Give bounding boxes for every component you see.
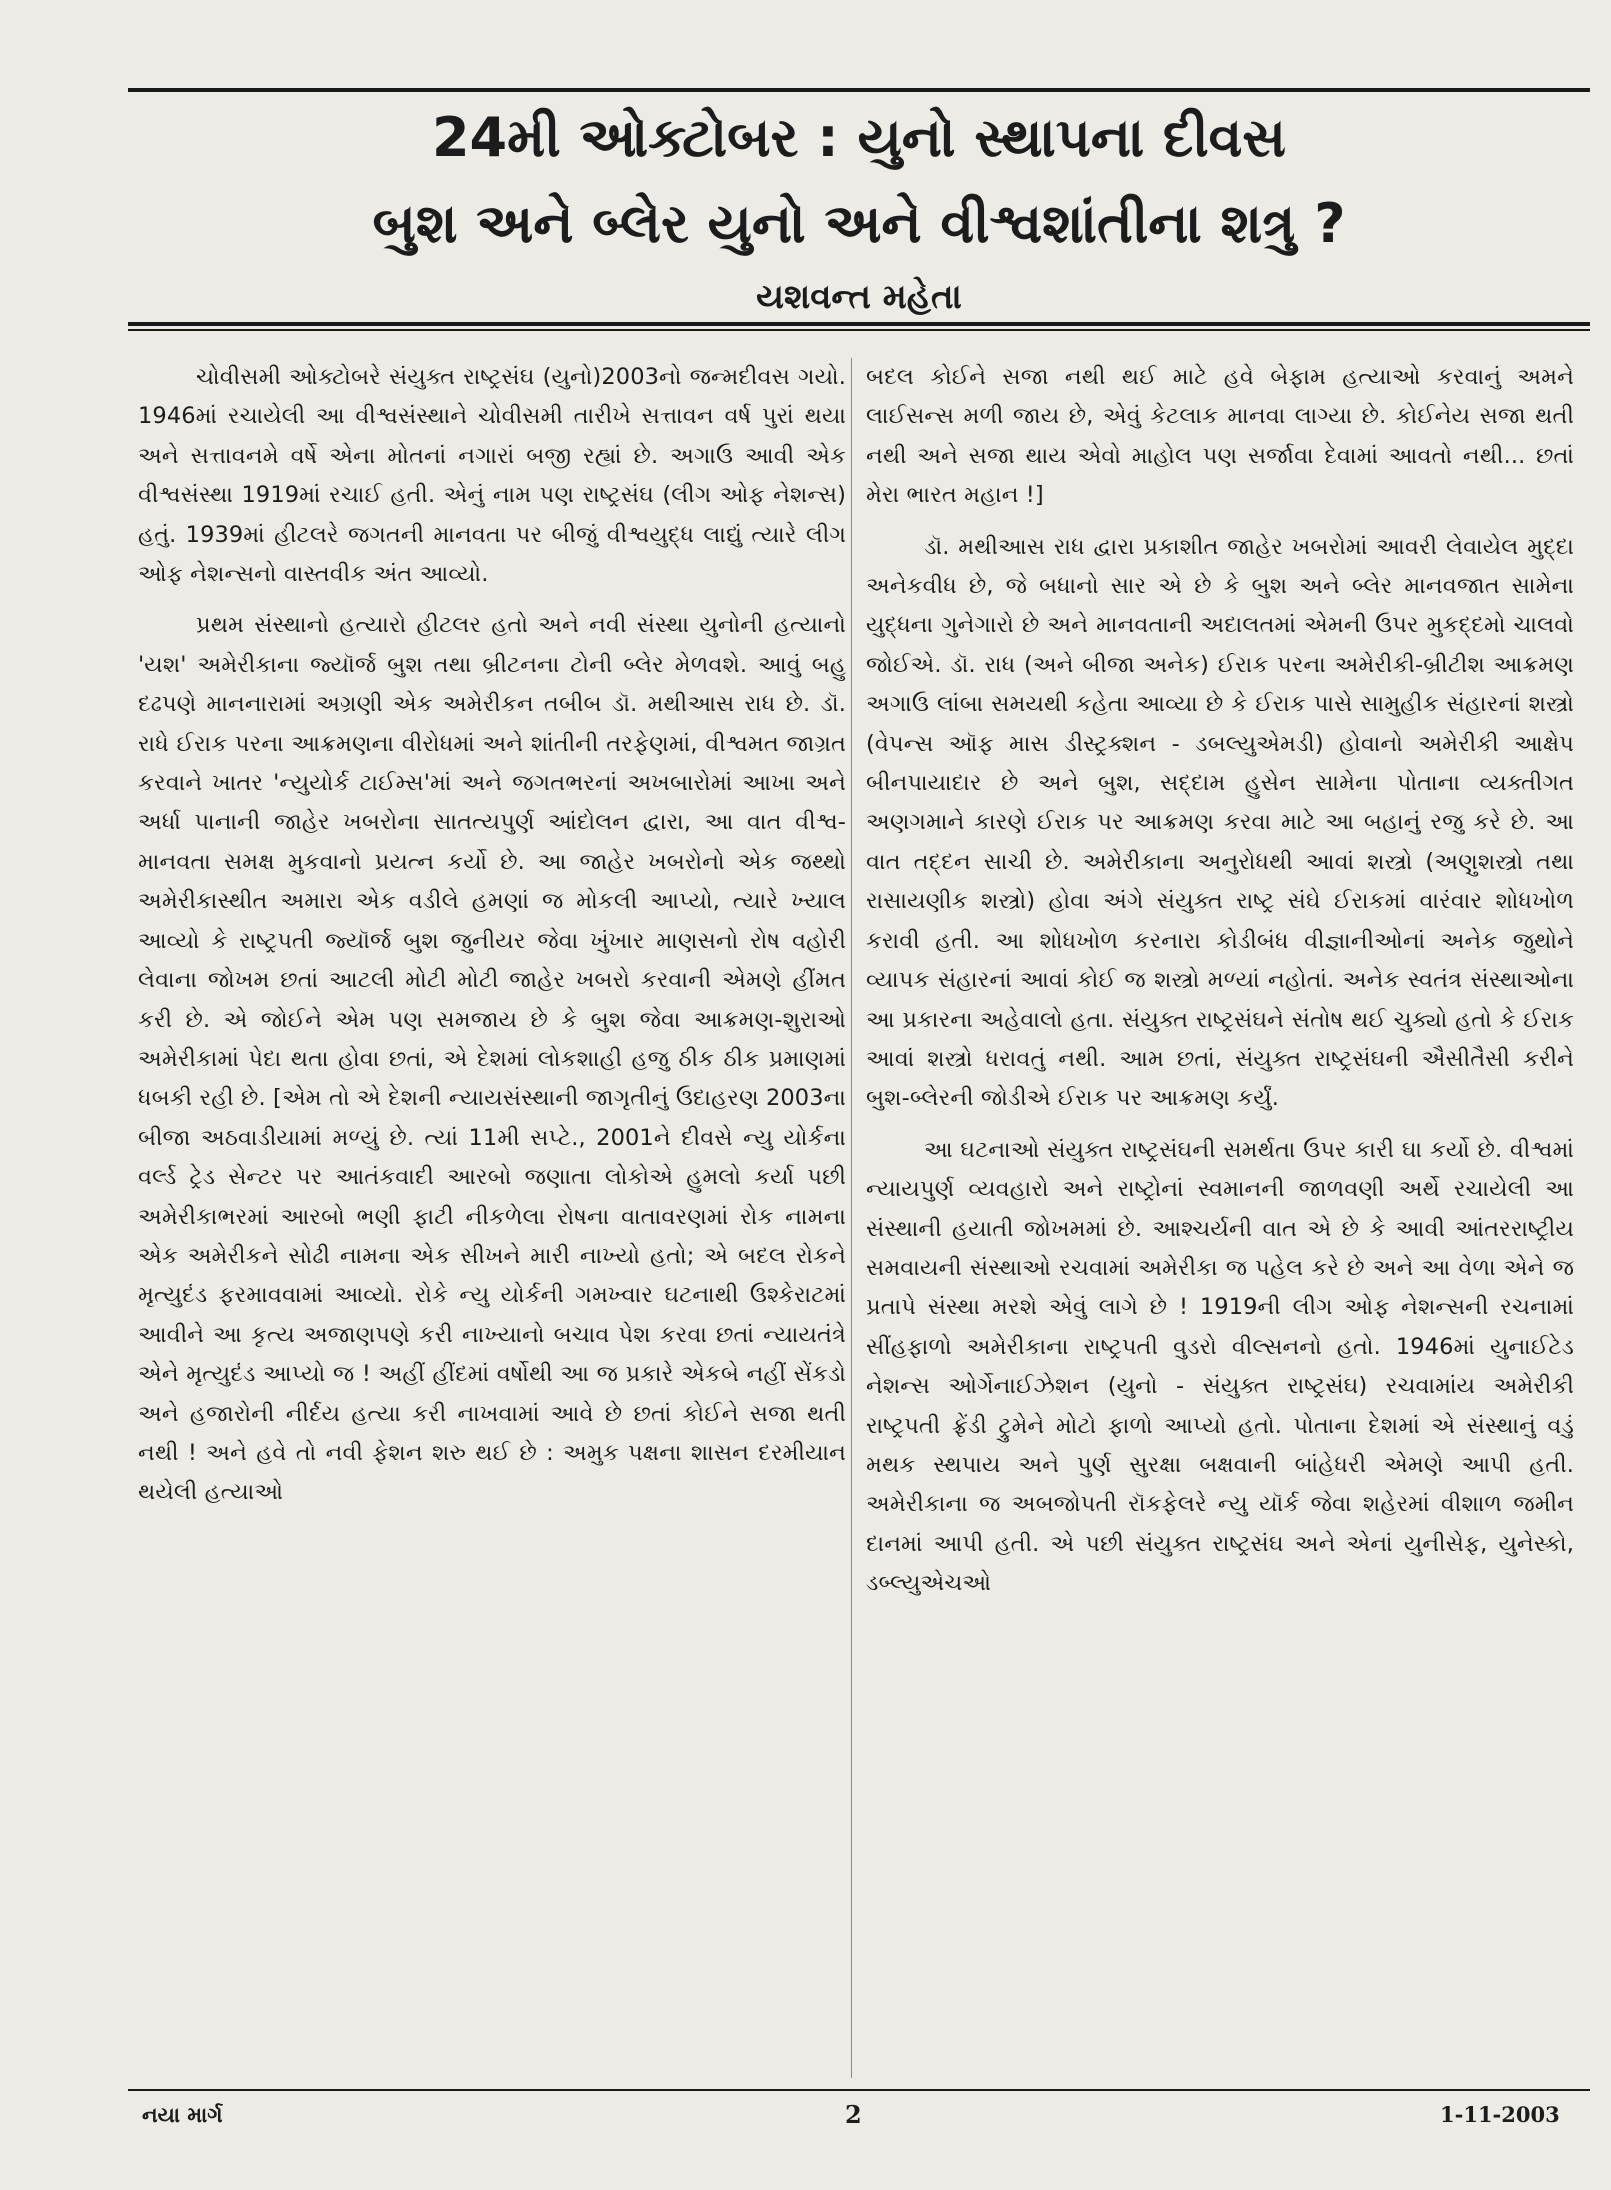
- article-title-line-1: 24મી ઓક્ટોબર : યુનો સ્થાપના દીવસ: [431, 106, 1287, 169]
- footer-date: 1-11-2003: [1440, 2102, 1560, 2127]
- footer-page-number: 2: [845, 2100, 862, 2129]
- article-title-line-2: બુશ અને બ્લેર યુનો અને વીશ્વશાંતીના શત્રુ ?: [372, 192, 1346, 255]
- article-author: યશવન્ત મહેતા: [756, 277, 962, 317]
- footer-rule: [128, 2089, 1590, 2091]
- paragraph: પ્રથમ સંસ્થાનો હત્યારો હીટલર હતો અને નવી સંસ્થા યુનોની હત્યાનો 'યશ' અમેરીકાના જ્યૉર્જ બુશ તથા બ્રીટનના ટોની બ્લેર મેળવશે. આવું બહુ દઢપણે માનનારામાં અગ્રણી એક અમેરીકન તબીબ ડૉ. મથીઆસ રાધ છે. ડૉ. રાધે ઈરાક પરના આક્રમણના વીરોધમાં અને શાંતીની તરફેણમાં, વીશ્વમત જાગ્રત કરવાને ખાતર 'ન્યુયોર્ક ટાઈમ્સ'માં અને જગતભરનાં અખબારોમાં આખા અને અર્ધા પાનાની જાહેર ખબરોના સાતત્યપુર્ણ આંદોલન દ્વારા, આ વાત વીશ્વ-માનવતા સમક્ષ મુકવાનો પ્રયત્ન કર્યો છે. આ જાહેર ખબરોનો એક જથ્થો અમેરીકાસ્થીત અમારા એક વડીલે હમણાં જ મોકલી આપ્યો, ત્યારે ખ્યાલ આવ્યો કે રાષ્ટ્રપતી જ્યૉર્જ બુશ જુનીયર જેવા ખુંખાર માણસનો રોષ વહોરી લેવાના જોખમ છતાં આટલી મોટી મોટી જાહેર ખબરો કરવાની એમણે હીંમત કરી છે. એ જોઈને એમ પણ સમજાય છે કે બુશ જેવા આક્રમણ-શુરાઓ અમેરીકામાં પેદા થતા હોવા છતાં, એ દેશમાં લોકશાહી હજુ ઠીક ઠીક પ્રમાણમાં ધબકી રહી છે. [એમ તો એ દેશની ન્યાયસંસ્થાની જાગૃતીનું ઉદાહરણ 2003ના બીજા અઠવાડીયામાં મળ્યું છે. ત્યાં 11મી સપ્ટે., 2001ને દીવસે ન્યુ યોર્કના વર્લ્ડ ટ્રેડ સેન્ટર પર આતંકવાદી આરબો જણાતા લોકોએ હુમલો કર્યા પછી અમેરીકાભરમાં આરબો ભણી ફાટી નીકળેલા રોષના વાતાવરણમાં રોક નામના એક અમેરીકને સોઢી નામના એક સીખને મારી નાખ્યો હતો; એ બદલ રોકને મૃત્યુદંડ ફરમાવવામાં આવ્યો. રોકે ન્યુ યોર્કની ગમખ્વાર ઘટનાથી ઉશ્કેરાટમાં આવીને આ કૃત્ય અજાણપણે કરી નાખ્યાનો બચાવ પેશ કરવા છતાં ન્યાયતંત્રે એને મૃત્યુદંડ આપ્યો જ ! અહીં હીંદમાં વર્ષોથી આ જ પ્રકારે એકબે નહીં સેંકડો અને હજારોની નીર્દય હત્યા કરી નાખવામાં આવે છે છતાં કોઈને સજા થતી નથી ! અને હવે તો નવી ફેશન શરુ થઈ છે : અમુક પક્ષના શાસન દરમીયાન થયેલી હત્યાઓ: [138, 612, 846, 1506]
- paragraph: ડૉ. મથીઆસ રાધ દ્વારા પ્રકાશીત જાહેર ખબરોમાં આવરી લેવાયેલ મુદ્દા અનેકવીધ છે, જે બધાનો સાર એ છે કે બુશ અને બ્લેર માનવજાત સામેના યુદ્ધના ગુનેગારો છે અને માનવતાની અદાલતમાં એમની ઉપર મુકદ્દમો ચાલવો જોઈએ. ડૉ. રાધ (અને બીજા અનેક) ઈરાક પરના અમેરીકી-બ્રીટીશ આક્રમણ અગાઉ લાંબા સમયથી કહેતા આવ્યા છે કે ઈરાક પાસે સામુહીક સંહારનાં શસ્ત્રો (વેપન્સ ઑફ માસ ડીસ્ટ્રક્શન - ડબલ્યુએમડી) હોવાનો અમેરીકી આક્ષેપ બીનપાયાદાર છે અને બુશ, સદ્દામ હુસેન સામેના પોતાના વ્યક્તીગત અણગમાને કારણે ઈરાક પર આક્રમણ કરવા માટે આ બહાનું રજુ કરે છે. આ વાત તદ્દન સાચી છે. અમેરીકાના અનુરોધથી આવાં શસ્ત્રો (અણુશસ્ત્રો તથા રાસાયણીક શસ્ત્રો) હોવા અંગે સંયુક્ત રાષ્ટ્ર સંઘે ઈરાકમાં વારંવાર શોધખોળ કરાવી હતી. આ શોધખોળ કરનારા કોડીબંધ વીજ્ઞાનીઓનાં અનેક જુથોને વ્યાપક સંહારનાં આવાં કોઈ જ શસ્ત્રો મળ્યાં નહોતાં. અનેક સ્વતંત્ર સંસ્થાઓના આ પ્રકારના અહેવાલો હતા. સંયુક્ત રાષ્ટ્રસંઘને સંતોષ થઈ ચુક્યો હતો કે ઈરાક આવાં શસ્ત્રો ધરાવતું નથી. આમ છતાં, સંયુક્ત રાષ્ટ્રસંઘની ઐસીતૈસી કરીને બુશ-બ્લેરની જોડીએ ઈરાક પર આક્રમણ કર્યું.: [866, 533, 1574, 1112]
- paragraph: આ ઘટનાઓ સંયુક્ત રાષ્ટ્રસંઘની સમર્થતા ઉપર કારી ઘા કર્યો છે. વીશ્વમાં ન્યાયપુર્ણ વ્યવહારો અને રાષ્ટ્રોનાં સ્વમાનની જાળવણી અર્થે રચાયેલી આ સંસ્થાની હયાતી જોખમમાં છે. આશ્ચર્યની વાત એ છે કે આવી આંતરરાષ્ટ્રીય સમવાયની સંસ્થાઓ રચવામાં અમેરીકા જ પહેલ કરે છે અને આ વેળા એને જ પ્રતાપે સંસ્થા મરશે એવું લાગે છે ! 1919ની લીગ ઓફ નેશન્સની રચનામાં સીંહફાળો અમેરીકાના રાષ્ટ્રપતી વુડરો વીલ્સનનો હતો. 1946માં યુનાઈટેડ નેશન્સ ઓર્ગેનાઈઝેશન (યુનો - સંયુક્ત રાષ્ટ્રસંઘ) રચવામાંય અમેરીકી રાષ્ટ્રપતી ફ્રેંડી ટ્રુમેને મોટો ફાળો આપ્યો હતો. પોતાના દેશમાં એ સંસ્થાનું વડું મથક સ્થપાય અને પુર્ણ સુરક્ષા બક્ષવાની બાંહેધરી એમણે આપી હતી. અમેરીકાના જ અબજોપતી રૉકફેલરે ન્યુ યૉર્ક જેવા શહેરમાં વીશાળ જમીન દાનમાં આપી હતી. એ પછી સંયુક્ત રાષ્ટ્રસંઘ અને એનાં યુનીસેફ, યુનેસ્કો, ડબ્લ્યુએચઓ: [866, 1136, 1574, 1597]
- left-column: [138, 358, 846, 1525]
- article-header: [128, 95, 1590, 325]
- footer-publication: નયા માર્ગ: [142, 2102, 223, 2127]
- top-rule: [128, 88, 1590, 92]
- paragraph: ચોવીસમી ઓક્ટોબરે સંયુક્ત રાષ્ટ્રસંઘ (યુનો)2003નો જન્મદીવસ ગયો. 1946માં રચાયેલી આ વીશ્વસંસ્થાને ચોવીસમી તારીખે સત્તાવન વર્ષ પુરાં થયા અને સત્તાવનમે વર્ષે એના મોતનાં નગારાં બજી રહ્યાં છે. અગાઉ આવી એક વીશ્વસંસ્થા 1919માં રચાઈ હતી. એનું નામ પણ રાષ્ટ્રસંઘ (લીગ ઓફ નેશન્સ) હતું. 1939માં હીટલરે જગતની માનવતા પર બીજું વીશ્વયુદ્ધ લાદ્યું ત્યારે લીગ ઓફ નેશન્સનો વાસ્તવીક અંત આવ્યો.: [138, 364, 846, 588]
- header-rule-thick: [128, 322, 1590, 326]
- paragraph: બદલ કોઈને સજા નથી થઈ માટે હવે બેફામ હત્યાઓ કરવાનું અમને લાઈસન્સ મળી જાય છે, એવું કેટલાક માનવા લાગ્યા છે. કોઈનેય સજા થતી નથી અને સજા થાય એવો માહોલ પણ સર્જાવા દેવામાં આવતો નથી... છતાં મેરા ભારત મહાન !]: [866, 364, 1574, 509]
- right-column: [866, 358, 1574, 1616]
- column-divider: [851, 358, 852, 2078]
- header-rule-thin: [128, 329, 1590, 331]
